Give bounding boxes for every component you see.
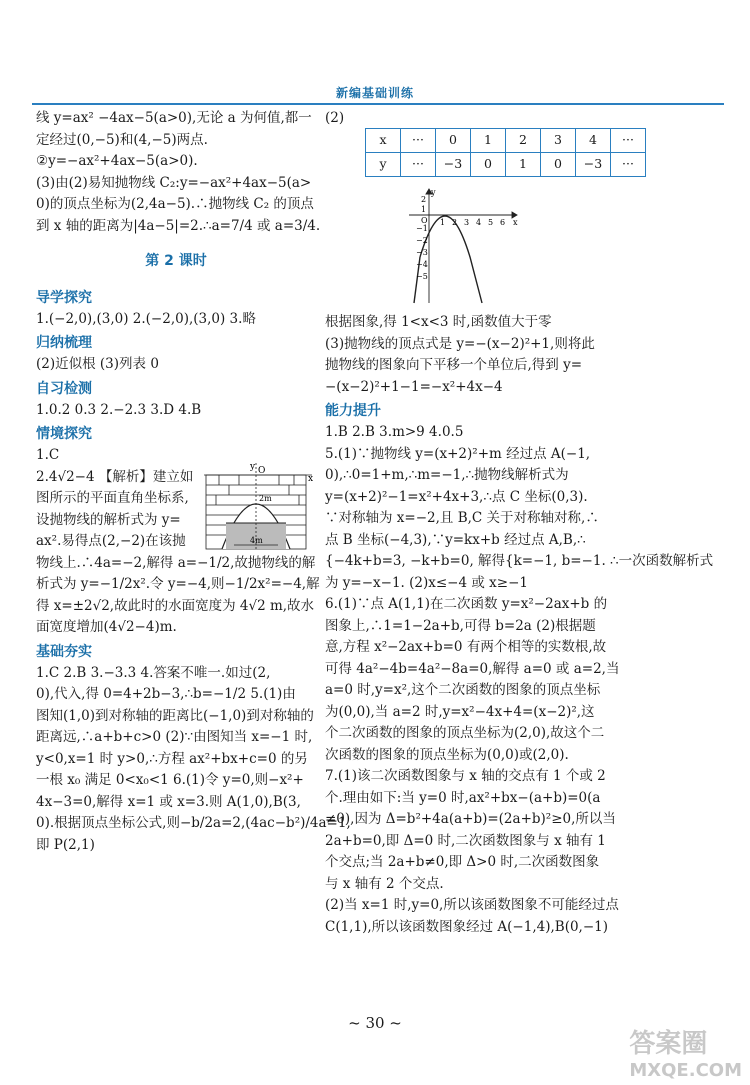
section-title: 导学探究 — [36, 289, 92, 306]
text-line: 0)的顶点坐标为(2,4a−5).∴抛物线 C₂ 的顶点 — [36, 196, 314, 212]
text-line: 2.4√2−4 【解析】建立如 — [36, 468, 194, 485]
text-line: 点 B 坐标(−4,3),∵y=kx+b 经过点 A,B,∴ — [325, 531, 586, 548]
table-cell: 1 — [506, 152, 541, 176]
text-line: 次函数的图象的顶点坐标为(0,0)或(2,0). — [325, 746, 569, 763]
section-title: 归纳梳理 — [36, 335, 92, 351]
x-tick: 2 — [452, 217, 458, 227]
text-line: (2)近似根 (3)列表 0 — [36, 356, 159, 372]
text-line: 1.C 2.B 3.−3.3 4.答案不唯一.如过(2, — [36, 664, 271, 681]
text-line: 6.(1)∵点 A(1,1)在二次函数 y=x²−2ax+b 的 — [325, 596, 608, 612]
table-cell: ··· — [611, 152, 646, 176]
table-row — [366, 128, 646, 152]
text-line: 2a+b=0,即 Δ=0 时,二次函数图象与 x 轴有 1 — [325, 832, 606, 849]
diagram-origin: O — [258, 465, 266, 476]
page-number: ~ 30 ~ — [348, 1014, 402, 1032]
x-tick: 3 — [464, 217, 470, 227]
header-title: 新编基础训练 — [335, 86, 414, 100]
section-title: 能力提升 — [325, 403, 381, 419]
text-line: 抛物线的图象向下平移一个单位后,得到 y= — [325, 357, 583, 373]
table-cell: 4 — [576, 128, 611, 152]
text-line: 5.(1)∵抛物线 y=(x+2)²+m 经过点 A(−1, — [325, 445, 591, 462]
y-tick: 2 — [421, 194, 427, 204]
text-line: ②y=−ax²+4ax−5(a>0). — [36, 153, 198, 169]
value-table — [365, 128, 646, 177]
text-line: 图所示的平面直角坐标系, — [36, 490, 189, 506]
question-label: (2) — [325, 110, 345, 126]
graph-x-label: x — [513, 217, 518, 227]
table-cell: 0 — [471, 152, 506, 176]
y-tick: −1 — [416, 223, 428, 233]
watermark-logo — [629, 1023, 742, 1081]
text-line: 个.理由如下:当 y=0 时,ax²+bx−(a+b)=0(a — [325, 789, 601, 806]
text-line: 可得 4a²−4b=4a²−8a=0,解得 a=0 或 a=2,当 — [325, 660, 620, 677]
x-tick: 6 — [500, 217, 506, 227]
y-tick: −4 — [416, 259, 428, 269]
table-cell: 1 — [471, 128, 506, 152]
y-tick: −2 — [416, 235, 428, 245]
table-cell: x — [366, 128, 401, 152]
text-line: 意,方程 x²−2ax+b=0 有两个相等的实数根,故 — [325, 639, 607, 655]
x-tick: 1 — [440, 217, 446, 227]
text-line: 0),∴0=1+m,∴m=−1,∴抛物线解析式为 — [325, 467, 569, 483]
page-header — [0, 82, 750, 104]
text-line: 设抛物线的解析式为 y= — [36, 511, 181, 528]
x-tick: 5 — [488, 217, 494, 227]
text-line: a=0 时,y=x²,这个二次函数的图象的顶点坐标 — [325, 682, 601, 698]
text-line: (3)由(2)易知抛物线 C₂:y=−ax²+4ax−5(a> — [36, 174, 312, 191]
section-title: 自习检测 — [36, 380, 92, 397]
bridge-arch-diagram — [204, 461, 316, 553]
text-line: 0).根据顶点坐标公式,则−b/2a=2,(4ac−b²)/4a=1, — [36, 815, 351, 831]
graph-origin: O — [421, 215, 428, 225]
text-line: 1.0.2 0.3 2.−2.3 3.D 4.B — [36, 401, 202, 418]
diagram-y-label: y — [250, 461, 256, 472]
text-line: 为(0,0),当 a=2 时,y=x²−4x+4=(x−2)²,这 — [325, 703, 595, 720]
watermark-text: 答案圈 — [629, 1029, 708, 1059]
text-line: ∵对称轴为 x=−2,且 B,C 关于对称轴对称,∴ — [325, 510, 599, 526]
lesson-title: 第 2 课时 — [145, 253, 207, 269]
text-line: 图知(1,0)到对称轴的距离比(−1,0)到对称轴的 — [36, 707, 314, 724]
graph-y-label: y — [431, 187, 436, 197]
table-cell: ··· — [401, 152, 436, 176]
text-line: 7.(1)该二次函数图象与 x 轴的交点有 1 个或 2 — [325, 768, 606, 784]
text-line: 4x−3=0,解得 x=1 或 x=3.则 A(1,0),B(3, — [36, 793, 301, 810]
y-tick: 1 — [421, 204, 427, 214]
table-cell: ··· — [611, 128, 646, 152]
text-line: 析式为 y=−1/2x².令 y=−4,则−1/2x²=−4,解 — [36, 576, 320, 592]
table-cell: 0 — [541, 152, 576, 176]
watermark-url: MXQE.COM — [629, 1060, 742, 1081]
text-line: 即 P(2,1) — [36, 836, 95, 853]
text-line: 图象上,∴1=1−2a+b,可得 b=2a (2)根据题 — [325, 617, 596, 634]
diagram-width: 4m — [250, 535, 263, 545]
text-line: ≠0),因为 Δ=b²+4a(a+b)=(2a+b)²≥0,所以当 — [325, 811, 616, 827]
text-line: 1.B 2.B 3.m>9 4.0.5 — [325, 424, 464, 440]
text-line: 定经过(0,−5)和(4,−5)两点. — [36, 131, 208, 148]
text-line: 面宽度增加(4√2−4)m. — [36, 619, 177, 635]
text-line: −(x−2)²+1−1=−x²+4x−4 — [325, 378, 503, 395]
parabola-graph — [385, 187, 525, 305]
text-line: 0),代入,得 0=4+2b−3,∴b=−1/2 5.(1)由 — [36, 686, 296, 702]
text-line: y<0,x=1 时 y>0,∴方程 ax²+bx+c=0 的另 — [36, 750, 308, 767]
text-line: (3)抛物线的顶点式是 y=−(x−2)²+1,则将此 — [325, 335, 595, 352]
right-column — [325, 108, 714, 938]
table-cell: y — [366, 152, 401, 176]
table-row — [366, 152, 646, 176]
table-cell: 0 — [436, 128, 471, 152]
text-line: 个二次函数的图象的顶点坐标为(2,0),故这个二 — [325, 725, 605, 741]
header-rule — [32, 103, 724, 105]
y-tick: −3 — [416, 247, 428, 257]
table-cell: ··· — [401, 128, 436, 152]
text-line: ax².易得点(2,−2)在该抛 — [36, 533, 186, 549]
text-line: 为 y=−x−1. (2)x≤−4 或 x≥−1 — [325, 574, 528, 591]
table-cell: 3 — [541, 128, 576, 152]
text-line: C(1,1),所以该函数图象经过 A(−1,4),B(0,−1) — [325, 918, 609, 935]
text-line: 根据图象,得 1<x<3 时,函数值大于零 — [325, 314, 552, 330]
table-cell: 2 — [506, 128, 541, 152]
y-tick: −5 — [416, 271, 428, 281]
text-line: {−4k+b=3, −k+b=0, 解得{k=−1, b=−1. ∴一次函数解析式 — [325, 553, 714, 569]
table-cell: −3 — [576, 152, 611, 176]
left-column — [36, 108, 351, 856]
text-line: 距离远,∴a+b+c>0 (2)∵由图知当 x=−1 时, — [36, 729, 313, 745]
text-line: 1.C — [36, 447, 60, 463]
diagram-x-label: x — [308, 473, 314, 484]
x-tick: 4 — [476, 217, 482, 227]
text-line: 得 x=±2√2,故此时的水面宽度为 4√2 m,故水 — [36, 597, 315, 614]
diagram-height: 2m — [259, 493, 272, 503]
text-line: 1.(−2,0),(3,0) 2.(−2,0),(3,0) 3.略 — [36, 310, 256, 327]
section-title: 基础夯实 — [36, 643, 92, 660]
text-line: 与 x 轴有 2 个交点. — [325, 875, 444, 892]
text-line: 线 y=ax² −4ax−5(a>0),无论 a 为何值,都一 — [36, 110, 312, 126]
text-line: 一根 x₀ 满足 0<x₀<1 6.(1)令 y=0,则−x²+ — [36, 772, 304, 788]
text-line: (2)当 x=1 时,y=0,所以该函数图象不可能经过点 — [325, 897, 619, 913]
text-line: 物线上.∴4a=−2,解得 a=−1/2,故抛物线的解 — [36, 554, 316, 571]
text-line: 个交点;当 2a+b≠0,即 Δ>0 时,二次函数图象 — [325, 854, 600, 870]
table-cell: −3 — [436, 152, 471, 176]
text-line: 到 x 轴的距离为|4a−5|=2.∴a=7/4 或 a=3/4. — [36, 217, 321, 234]
section-title: 情境探究 — [36, 426, 92, 442]
text-line: y=(x+2)²−1=x²+4x+3,∴点 C 坐标(0,3). — [325, 488, 588, 505]
